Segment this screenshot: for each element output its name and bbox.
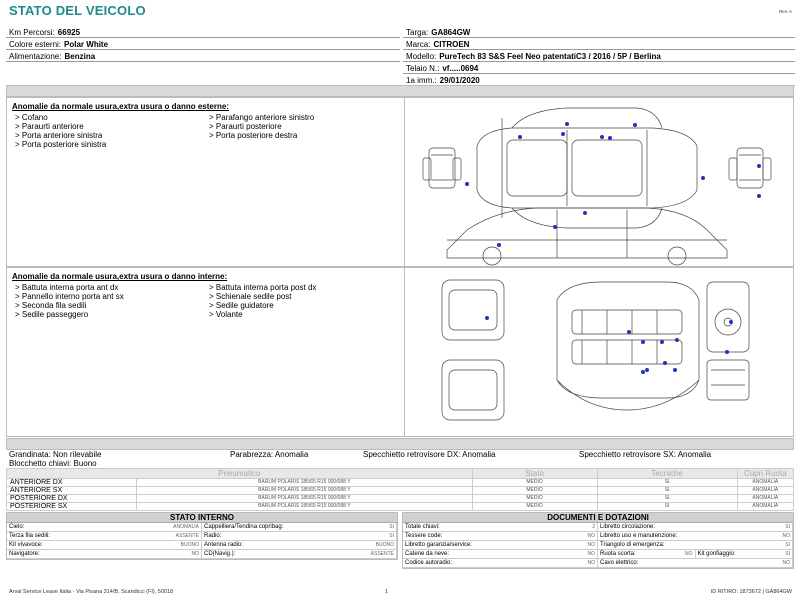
- parabrezza-status: Parabrezza: Anomalia: [230, 450, 309, 459]
- info-cell-label: Kit vivavoce:: [9, 542, 43, 548]
- vehicle-info-label: Km Percorsi:: [9, 28, 55, 37]
- damage-item: > Pannello interno porta ant sx: [15, 292, 124, 301]
- damage-item: > Paraurti anteriore: [15, 122, 84, 131]
- info-cell-value: BUONO: [180, 542, 199, 548]
- damage-item: > Seconda fila sedili: [15, 301, 87, 310]
- status-summary: [9, 451, 794, 468]
- damage-item: > Sedile guidatore: [209, 301, 274, 310]
- table-row: [7, 495, 794, 503]
- info-grid-row: [403, 550, 793, 559]
- info-cell-label: Codice autoradio:: [405, 560, 453, 566]
- damage-marker-icon: [485, 316, 733, 374]
- info-cell-value: ANOMALIA: [173, 524, 199, 530]
- damage-item: > Porta posteriore destra: [209, 131, 298, 140]
- tyre-copri-ruota: ANOMALIA: [737, 495, 793, 503]
- vehicle-info-value: 66925: [57, 28, 81, 37]
- vehicle-info-label: Colore esterni:: [9, 40, 62, 49]
- specchietto-sx-status: Specchietto retrovisore SX: Anomalia: [579, 450, 712, 459]
- vehicle-info-label: Alimentazione:: [9, 52, 62, 61]
- grandinata-status: Grandinata: Non rilevabile: [9, 450, 102, 459]
- info-cell-label: Libretto circolazione:: [600, 524, 656, 530]
- info-cell: [7, 550, 202, 559]
- separator-band: [6, 85, 794, 97]
- info-grid-row: [403, 541, 793, 550]
- external-damage-list: [15, 113, 409, 149]
- damage-item: > Parafango anteriore sinistro: [209, 113, 315, 122]
- info-grid-row: [7, 550, 397, 559]
- info-cell-label: Catene da neve:: [405, 551, 450, 557]
- vehicle-info-value: vf.....0694: [442, 64, 479, 73]
- info-cell-value: NO: [782, 533, 790, 539]
- tyre-description: BARUM POLARIS 185/65 R15 000/088 Y: [137, 479, 473, 487]
- info-grid-row: [7, 523, 397, 532]
- car-top-view-icon: [407, 100, 792, 266]
- info-cell-value: NO: [587, 542, 595, 548]
- info-cell-value: NO: [782, 560, 790, 566]
- vehicle-info-value: CITROEN: [433, 40, 470, 49]
- vehicle-info-value: Benzina: [64, 52, 96, 61]
- table-row: [7, 487, 794, 495]
- info-cell-label: CD(Navig.):: [204, 551, 236, 557]
- damage-item: > Volante: [209, 310, 243, 319]
- tyre-tecniche: SI: [597, 495, 737, 503]
- car-interior-diagram: [407, 270, 792, 436]
- vehicle-info-row: [403, 38, 795, 50]
- tyre-description: BARUM POLARIS 185/65 R15 000/088 Y: [137, 495, 473, 503]
- info-cell-label: Ruota scorta:: [600, 551, 636, 557]
- info-grid-row: [7, 532, 397, 541]
- vehicle-info-value: Polar White: [64, 40, 109, 49]
- damage-item: > Paraurti posteriore: [209, 122, 282, 131]
- info-cell-label: Navigatore:: [9, 551, 40, 557]
- tyre-copri-ruota: ANOMALIA: [737, 503, 793, 511]
- divider: [404, 268, 405, 436]
- vehicle-info-label: Targa:: [406, 28, 429, 37]
- vehicle-info-row: [6, 26, 400, 38]
- info-cell: [403, 550, 598, 559]
- separator-band: [6, 438, 794, 450]
- info-cell: [598, 523, 793, 532]
- info-cell: [202, 550, 397, 559]
- tyre-position: ANTERIORE DX: [7, 479, 137, 487]
- vehicle-info-row: [403, 26, 795, 38]
- documenti-section: [402, 512, 794, 569]
- footer-page-number: 1: [385, 589, 389, 595]
- vehicle-info-row: [6, 50, 400, 62]
- info-cell: [202, 532, 397, 541]
- vehicle-info-label: Marca:: [406, 40, 431, 49]
- tyre-description: BARUM POLARIS 185/65 R15 000/088 Y: [137, 487, 473, 495]
- vehicle-info-label: Telaio N.:: [406, 64, 440, 73]
- tyre-position: ANTERIORE SX: [7, 487, 137, 495]
- specchietto-dx-status: Specchietto retrovisore DX: Anomalia: [363, 450, 496, 459]
- vehicle-info-right: [403, 26, 795, 86]
- vehicle-info-label: 1a imm.:: [406, 76, 437, 85]
- tyre-header-copri-ruota: Copri Ruota: [737, 469, 793, 479]
- blocchetto-status: Blocchetto chiavi: Buono: [9, 458, 97, 468]
- info-cell-label: Kit gonfiaggio:: [697, 551, 736, 557]
- info-cell: [598, 532, 793, 541]
- footer-id-ritiro: ID RITIRO: 1873672 | GA864GW: [710, 589, 792, 595]
- info-cell-label: Cappelliera/Tendina copribag:: [204, 524, 284, 530]
- info-cell-value: BUONO: [375, 542, 394, 548]
- footer-company: Arval Service Lease Italia - Via Pisana 314/B, Scandicci (FI), 50018: [9, 589, 174, 595]
- info-cell-label: Libretto garanzia/service:: [405, 542, 473, 548]
- vehicle-info-value: PureTech 83 S&S Feel Neo patentatiC3 / 2016 / 5P / Berlina: [439, 52, 661, 61]
- info-cell-value: ASSENTE: [175, 533, 199, 539]
- info-cell: [696, 550, 794, 559]
- info-cell: [403, 532, 598, 541]
- info-cell: [7, 523, 202, 532]
- vehicle-info-row: [403, 62, 795, 74]
- tyre-position: POSTERIORE SX: [7, 503, 137, 511]
- documenti-title: DOCUMENTI E DOTAZIONI: [403, 513, 793, 523]
- tyre-stato: MEDIO: [472, 495, 597, 503]
- info-cell-label: Libretto uso e manutenzione:: [600, 533, 678, 539]
- tyre-stato: MEDIO: [472, 487, 597, 495]
- damage-item: > Battuta interna porta ant dx: [15, 283, 119, 292]
- info-cell-value: NO: [685, 551, 693, 557]
- info-cell-value: NO: [587, 560, 595, 566]
- tyre-table: [6, 468, 794, 511]
- tyre-copri-ruota: ANOMALIA: [737, 479, 793, 487]
- damage-item: > Porta anteriore sinistra: [15, 131, 103, 140]
- internal-damage-heading: Anomalie da normale usura,extra usura o danno interne:: [12, 272, 228, 281]
- tyre-copri-ruota: ANOMALIA: [737, 487, 793, 495]
- info-cell-value: NO: [191, 551, 199, 557]
- info-cell: [7, 541, 202, 550]
- info-grid-row: [403, 559, 793, 568]
- info-cell-value: ASSENTE: [370, 551, 394, 557]
- internal-damage-section: [6, 267, 794, 437]
- tyre-description: BARUM POLARIS 185/65 R15 000/088 Y: [137, 503, 473, 511]
- info-cell-label: Totale chiavi:: [405, 524, 440, 530]
- tyre-tecniche: SI: [597, 487, 737, 495]
- car-interior-view-icon: [407, 270, 792, 436]
- tyre-tecniche: SI: [597, 479, 737, 487]
- vehicle-info-row: [403, 50, 795, 62]
- tyre-stato: MEDIO: [472, 503, 597, 511]
- info-cell: [403, 541, 598, 550]
- info-cell-value: SI: [785, 542, 790, 548]
- info-cell: [7, 532, 202, 541]
- info-cell-label: Tessere code:: [405, 533, 443, 539]
- vehicle-info-label: Modello:: [406, 52, 437, 61]
- info-cell-label: Cavo elettrico:: [600, 560, 639, 566]
- table-row: [7, 503, 794, 511]
- damage-item: > Battuta interna porta post dx: [209, 283, 317, 292]
- tyre-position: POSTERIORE DX: [7, 495, 137, 503]
- vehicle-info-value: 29/01/2020: [439, 76, 480, 85]
- divider: [404, 98, 405, 266]
- page-title: STATO DEL VEICOLO: [9, 3, 146, 18]
- info-grid-row: [403, 532, 793, 541]
- revision-label: Rev. A: [779, 9, 792, 14]
- info-cell-value: SI: [785, 551, 790, 557]
- info-cell-value: NO: [587, 533, 595, 539]
- info-cell-value: 2: [592, 524, 595, 530]
- info-cell-label: Cielo:: [9, 524, 25, 530]
- damage-item: > Porta posteriore sinistra: [15, 140, 107, 149]
- info-cell: [598, 550, 696, 559]
- info-cell-value: NO: [587, 551, 595, 557]
- info-cell: [403, 559, 598, 568]
- stato-interno-section: [6, 512, 398, 560]
- vehicle-info-value: GA864GW: [431, 28, 471, 37]
- info-cell-label: Radio:: [204, 533, 222, 539]
- tyre-stato: MEDIO: [472, 479, 597, 487]
- damage-item: > Sedile passeggero: [15, 310, 89, 319]
- external-damage-section: [6, 97, 794, 267]
- damage-item: > Cofano: [15, 113, 48, 122]
- vehicle-info-row: [6, 38, 400, 50]
- stato-interno-title: STATO INTERNO: [7, 513, 397, 523]
- info-grid-row: [7, 541, 397, 550]
- external-damage-heading: Anomalie da normale usura,extra usura o danno esterne:: [12, 102, 229, 111]
- info-cell-value: SI: [785, 524, 790, 530]
- info-cell: [202, 541, 397, 550]
- table-row: [7, 479, 794, 487]
- vehicle-info-left: [6, 26, 400, 62]
- info-cell-value: SI: [389, 533, 394, 539]
- info-cell-label: Terza fila sedili:: [9, 533, 51, 539]
- info-grid-row: [403, 523, 793, 532]
- tyre-header-stato: Stato: [472, 469, 597, 479]
- tyre-header-pneumatico: Pneumatico: [7, 469, 473, 479]
- info-cell-label: Triangolo di emergenza:: [600, 542, 665, 548]
- info-cell: [598, 541, 793, 550]
- info-cell-value: SI: [389, 524, 394, 530]
- internal-damage-list: [15, 283, 409, 319]
- info-cell: [598, 559, 793, 568]
- tyre-tecniche: SI: [597, 503, 737, 511]
- info-cell: [403, 523, 598, 532]
- tyre-header-tecniche: Tecniche: [597, 469, 737, 479]
- info-cell: [202, 523, 397, 532]
- info-cell-label: Antenna radio:: [204, 542, 244, 548]
- damage-item: > Schienale sedile post: [209, 292, 292, 301]
- car-exterior-diagram: [407, 100, 792, 266]
